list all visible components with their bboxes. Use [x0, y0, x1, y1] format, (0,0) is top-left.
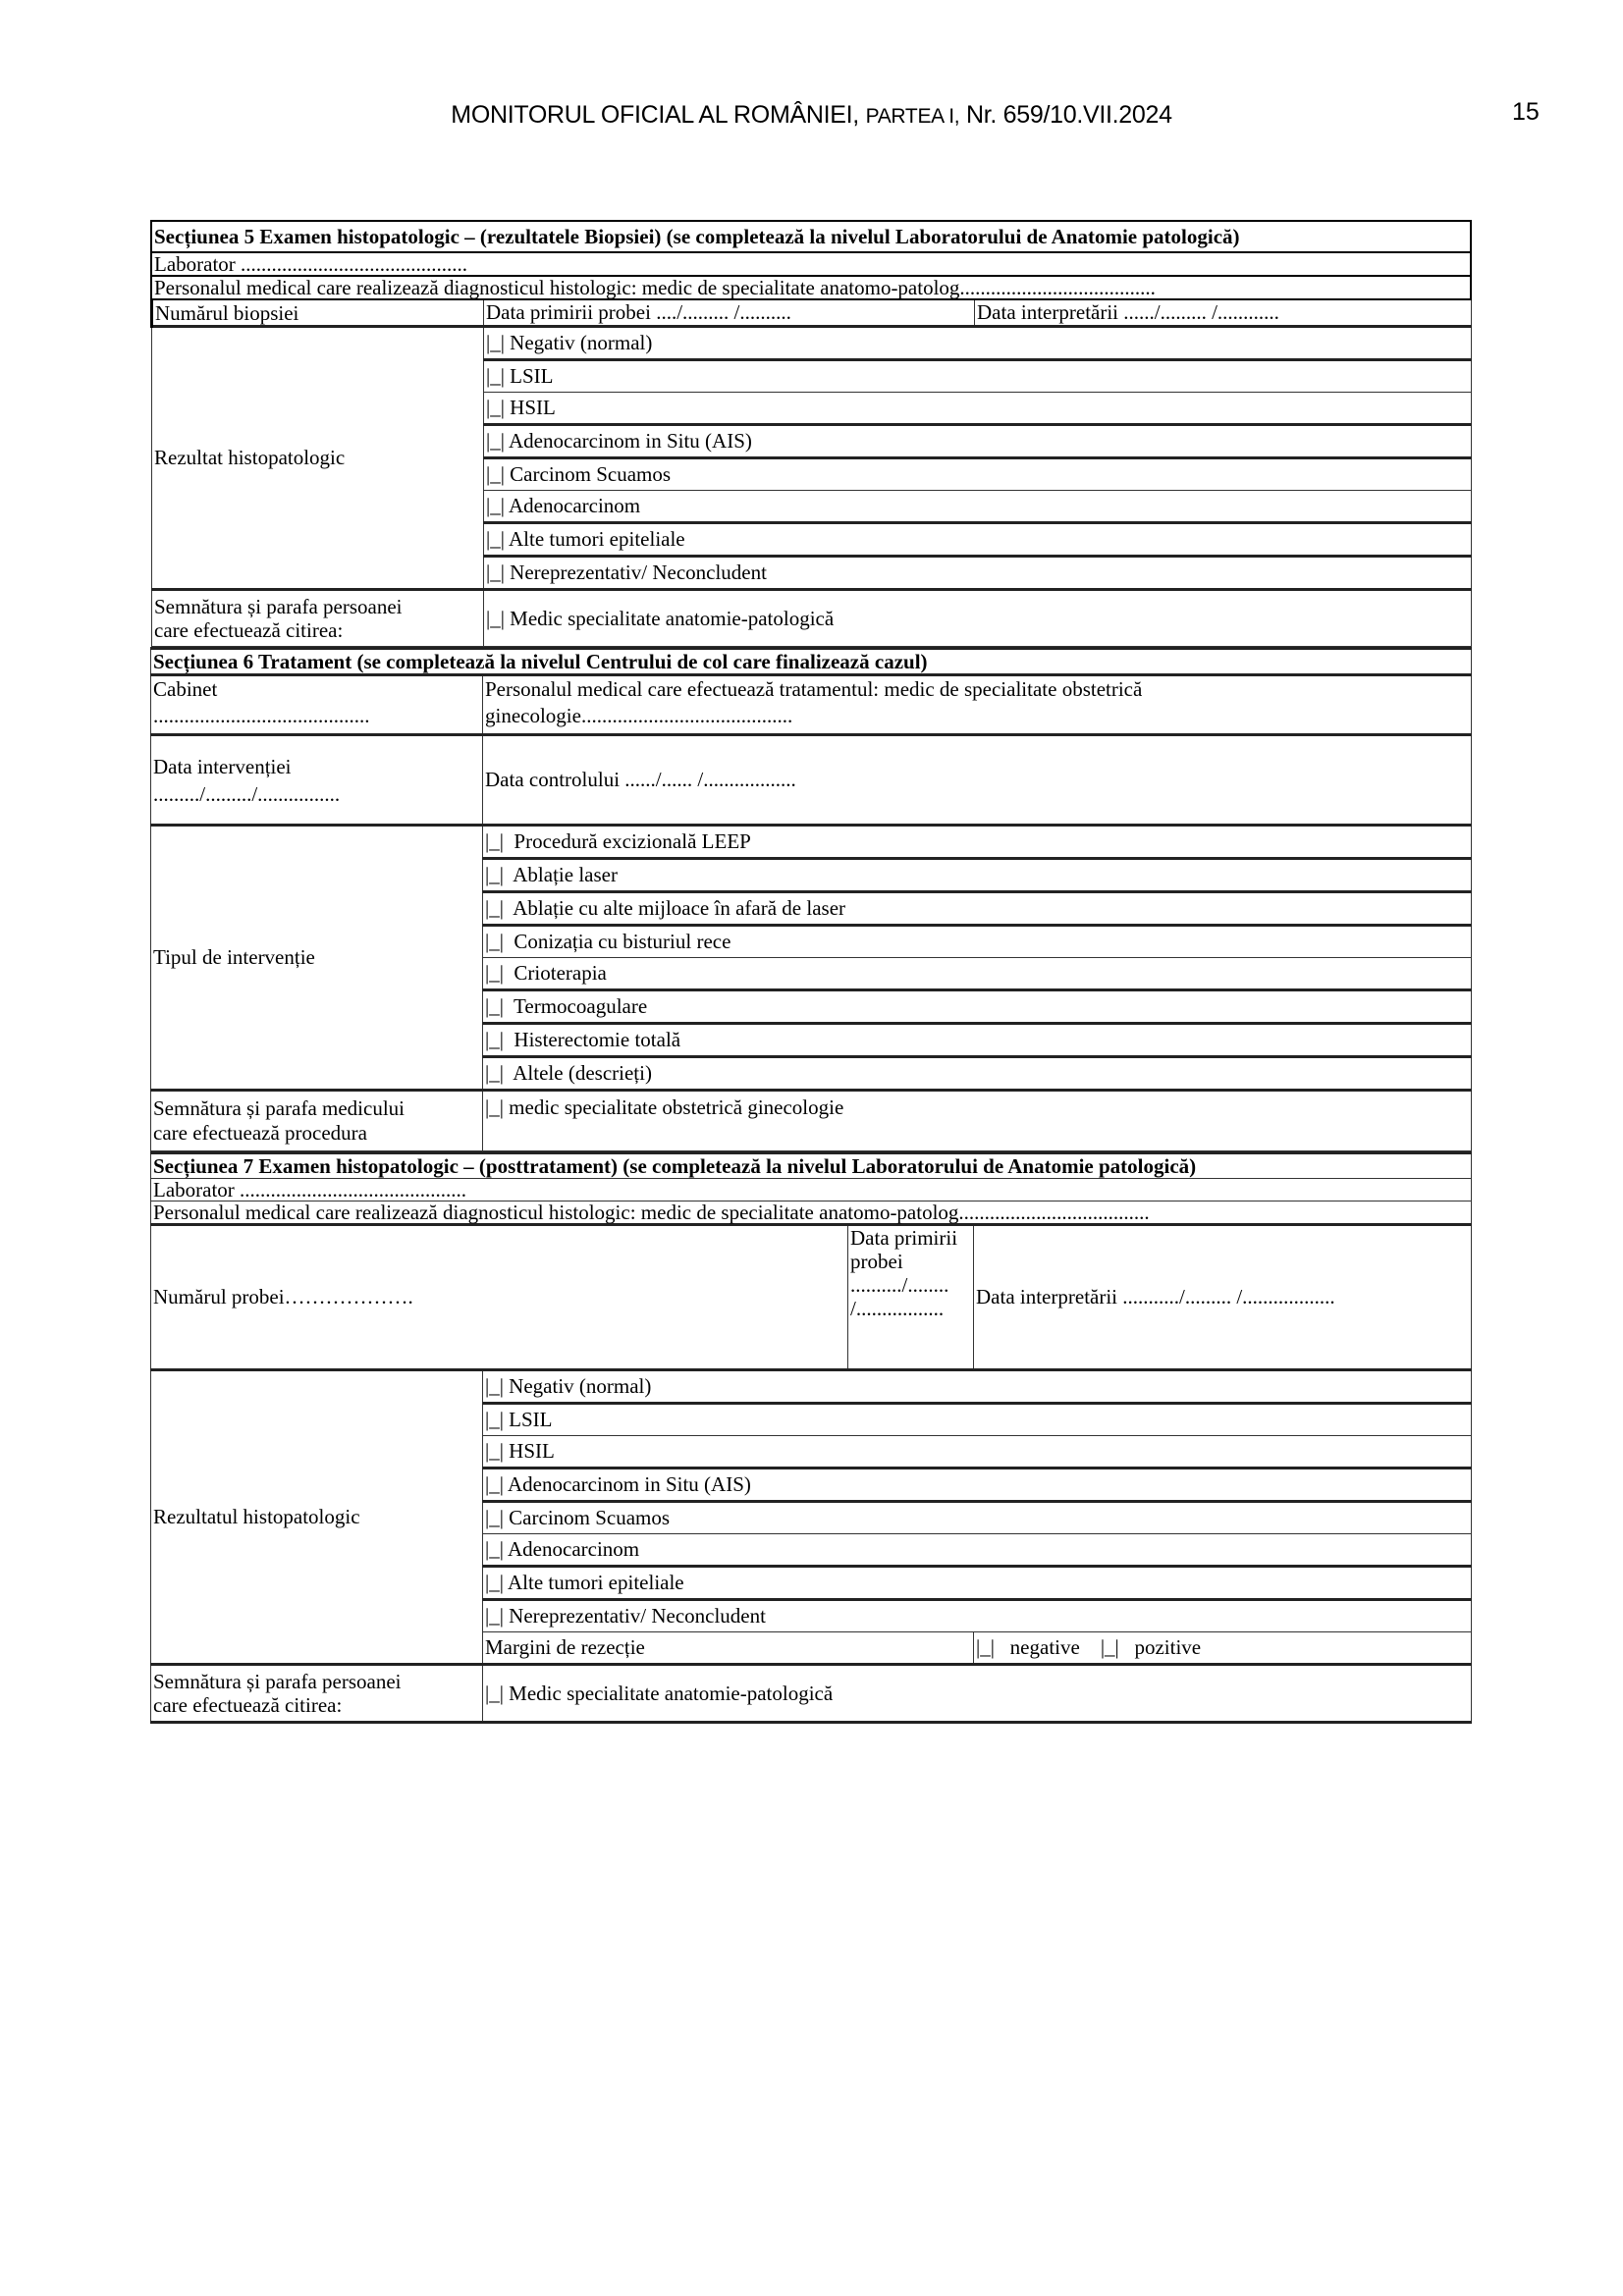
checkbox-negative-icon[interactable]: |_|	[976, 1635, 995, 1659]
checkbox-icon[interactable]: |_|	[485, 863, 504, 886]
tip-interventie-label: Tipul de intervenție	[151, 826, 483, 1091]
numar-probei-field[interactable]: Numărul probei……………….	[151, 1225, 848, 1370]
data-interpretarii-field[interactable]: Data interpretării .........../......... /..................	[974, 1225, 1472, 1370]
section7-title: Secțiunea 7 Examen histopatologic – (posttratament) (se completează la nivelul Laboratorului de Anatomie patologică)	[151, 1153, 1472, 1179]
semnatura-label	[152, 590, 484, 647]
option-label: Nereprezentativ/ Neconcludent	[509, 1604, 766, 1628]
option-leep[interactable]	[483, 826, 1472, 859]
semnatura-label	[151, 1665, 483, 1723]
option-label: Negativ (normal)	[510, 331, 653, 354]
option-nereprezentativ[interactable]	[483, 1600, 1472, 1632]
data-interpretarii-field[interactable]: Data interpretării ....../......... /............	[975, 300, 1472, 327]
option-label: Conizația cu bisturiul rece	[514, 930, 731, 953]
option-label: Alte tumori epiteliale	[508, 1571, 684, 1594]
section5-title: Secțiunea 5 Examen histopatologic – (rezultatele Biopsiei) (se completează la nivelul Laboratorului de Anatomie patologică)	[151, 221, 1471, 252]
checkbox-icon[interactable]: |_|	[486, 429, 505, 453]
option-hsil[interactable]	[483, 1436, 1472, 1468]
margini-negative-label: negative	[1009, 1635, 1080, 1659]
option-adenocarcinom[interactable]	[484, 491, 1472, 523]
semnatura-obstetrica-option[interactable]	[483, 1091, 1472, 1151]
margini-pozitive-label: pozitive	[1134, 1635, 1202, 1659]
option-carcinom-scuamos[interactable]	[483, 1502, 1472, 1534]
data-interventiei-field[interactable]	[151, 735, 483, 826]
checkbox-icon[interactable]: |_|	[485, 1439, 504, 1463]
semnatura-label-line1: Semnătura și parafa medicului	[153, 1096, 405, 1120]
option-label: Adenocarcinom	[509, 494, 641, 517]
option-label: Adenocarcinom	[508, 1537, 640, 1561]
title-issue: Nr. 659/10.VII.2024	[965, 101, 1172, 129]
section7-table	[150, 1151, 1472, 1724]
section6-title: Secțiunea 6 Tratament (se completează la nivelul Centrului de col care finalizează cazul)	[151, 649, 1472, 675]
medical-form	[150, 220, 1472, 1724]
option-negativ[interactable]	[483, 1370, 1472, 1404]
checkbox-icon[interactable]: |_|	[486, 494, 505, 517]
section7-personal-field[interactable]: Personalul medical care realizează diagnosticul histologic: medic de specialitate anatomo-patolog.....................................	[151, 1201, 1472, 1225]
cabinet-label: Cabinet	[153, 677, 218, 701]
data-primirii-field[interactable]: Data primirii probei ..../......... /..........	[484, 300, 975, 327]
section5-laborator-field[interactable]: Laborator ............................................	[151, 252, 1471, 276]
option-label: Ablație cu alte mijloace în afară de laser	[513, 896, 846, 920]
numar-biopsiei-label: Numărul biopsiei	[152, 300, 484, 327]
personal-tratament-line2[interactable]: ginecologie.........................................	[485, 704, 793, 727]
option-label: LSIL	[509, 1408, 553, 1431]
option-adenocarcinom[interactable]	[483, 1534, 1472, 1567]
semnatura-label-line1: Semnătura și parafa persoanei	[153, 1670, 402, 1693]
option-negativ[interactable]	[484, 327, 1472, 360]
checkbox-icon[interactable]: |_|	[486, 396, 505, 419]
personal-tratament-field[interactable]	[483, 675, 1472, 735]
checkbox-icon[interactable]: |_|	[486, 561, 505, 584]
checkbox-icon[interactable]: |_|	[485, 896, 504, 920]
option-label: Medic specialitate anatomie-patologică	[510, 606, 835, 630]
data-controlului-field[interactable]: Data controlului ....../...... /..................	[483, 735, 1472, 826]
checkbox-icon[interactable]: |_|	[485, 930, 504, 953]
cabinet-dots[interactable]: ..........................................	[153, 704, 370, 727]
semnatura-label-line1: Semnătura și parafa persoanei	[154, 595, 403, 618]
semnatura-medic-label	[151, 1091, 483, 1151]
option-label: Crioterapia	[514, 961, 607, 985]
section5-table	[150, 300, 1472, 647]
option-ablatie-alte-mijloace[interactable]	[483, 892, 1472, 926]
section5-header-table	[150, 220, 1472, 300]
option-nereprezentativ[interactable]	[484, 557, 1472, 590]
option-label: medic specialitate obstetrică ginecologie	[509, 1095, 844, 1119]
checkbox-icon[interactable]: |_|	[486, 527, 505, 551]
option-label: Carcinom Scuamos	[509, 1506, 671, 1529]
option-label: Alte tumori epiteliale	[509, 527, 685, 551]
checkbox-icon[interactable]: |_|	[485, 829, 504, 853]
data-interventiei-value[interactable]: ........./........./................	[153, 781, 341, 806]
checkbox-icon[interactable]: |_|	[485, 1374, 504, 1398]
option-alte-tumori[interactable]	[483, 1567, 1472, 1600]
checkbox-icon[interactable]: |_|	[485, 1095, 504, 1119]
option-lsil[interactable]	[483, 1404, 1472, 1436]
option-conizatia[interactable]	[483, 926, 1472, 958]
option-histerectomie[interactable]	[483, 1024, 1472, 1057]
option-label: LSIL	[510, 364, 554, 388]
checkbox-icon[interactable]: |_|	[486, 606, 505, 630]
data-interventiei-label: Data intervenției	[153, 754, 292, 778]
semnatura-medic-option[interactable]	[483, 1665, 1472, 1723]
checkbox-icon[interactable]: |_|	[485, 1604, 504, 1628]
personal-tratament-line1: Personalul medical care efectuează tratamentul: medic de specialitate obstetrică	[485, 677, 1143, 701]
page-number: 15	[1512, 98, 1540, 126]
margini-rezectie-label: Margini de rezecție	[483, 1632, 974, 1665]
option-label: Termocoagulare	[514, 994, 648, 1018]
checkbox-icon[interactable]: |_|	[485, 994, 504, 1018]
semnatura-label-line2: care efectuează procedura	[153, 1121, 367, 1145]
option-label: Ablație laser	[513, 863, 618, 886]
checkbox-pozitive-icon[interactable]: |_|	[1100, 1635, 1119, 1659]
option-ais[interactable]	[483, 1468, 1472, 1502]
checkbox-icon[interactable]: |_|	[485, 1681, 504, 1705]
option-alte-tumori[interactable]	[484, 523, 1472, 557]
checkbox-icon[interactable]: |_|	[486, 364, 505, 388]
semnatura-medic-option[interactable]	[484, 590, 1472, 647]
option-termocoagulare[interactable]	[483, 990, 1472, 1024]
section5-personal-field[interactable]: Personalul medical care realizează diagnosticul histologic: medic de specialitate anatomo-patolog......................................	[151, 276, 1471, 299]
option-label: Carcinom Scuamos	[510, 462, 672, 486]
checkbox-icon[interactable]: |_|	[485, 1472, 504, 1496]
checkbox-icon[interactable]: |_|	[485, 1061, 504, 1085]
checkbox-icon[interactable]: |_|	[485, 1408, 504, 1431]
option-crioterapia[interactable]	[483, 958, 1472, 990]
checkbox-icon[interactable]: |_|	[485, 1571, 504, 1594]
data-primirii-probei-field[interactable]: Data primirii probei ........../........ /.................	[848, 1225, 974, 1370]
checkbox-icon[interactable]: |_|	[485, 1028, 504, 1051]
option-label: HSIL	[510, 396, 556, 419]
option-hsil[interactable]	[484, 393, 1472, 425]
option-label: Adenocarcinom in Situ (AIS)	[509, 429, 752, 453]
checkbox-icon[interactable]: |_|	[486, 331, 505, 354]
section6-table	[150, 647, 1472, 1151]
checkbox-icon[interactable]: |_|	[486, 462, 505, 486]
checkbox-icon[interactable]: |_|	[485, 961, 504, 985]
option-label: Altele (descrieți)	[513, 1061, 652, 1085]
option-label: Negativ (normal)	[509, 1374, 652, 1398]
option-carcinom-scuamos[interactable]	[484, 458, 1472, 491]
option-label: Nereprezentativ/ Neconcludent	[510, 561, 767, 584]
option-lsil[interactable]	[484, 360, 1472, 393]
option-altele[interactable]	[483, 1057, 1472, 1091]
checkbox-icon[interactable]: |_|	[485, 1506, 504, 1529]
option-label: HSIL	[509, 1439, 555, 1463]
option-label: Procedură excizională LEEP	[514, 829, 751, 853]
semnatura-label-line2: care efectuează citirea:	[154, 618, 344, 642]
option-label: Adenocarcinom in Situ (AIS)	[508, 1472, 751, 1496]
publication-title	[0, 101, 1623, 130]
option-ablatie-laser[interactable]	[483, 859, 1472, 892]
title-part: PARTEA I,	[865, 105, 960, 128]
rezultatul-histopatologic-label: Rezultatul histopatologic	[151, 1370, 483, 1665]
checkbox-icon[interactable]: |_|	[485, 1537, 504, 1561]
option-label: Histerectomie totală	[514, 1028, 681, 1051]
margini-rezectie-options	[974, 1632, 1472, 1665]
section7-laborator-field[interactable]: Laborator ............................................	[151, 1179, 1472, 1201]
option-label: Medic specialitate anatomie-patologică	[509, 1681, 834, 1705]
title-main: MONITORUL OFICIAL AL ROMÂNIEI,	[451, 101, 859, 129]
semnatura-label-line2: care efectuează citirea:	[153, 1693, 343, 1717]
option-ais[interactable]	[484, 425, 1472, 458]
cabinet-field[interactable]	[151, 675, 483, 735]
rezultat-histopatologic-label: Rezultat histopatologic	[152, 327, 484, 590]
